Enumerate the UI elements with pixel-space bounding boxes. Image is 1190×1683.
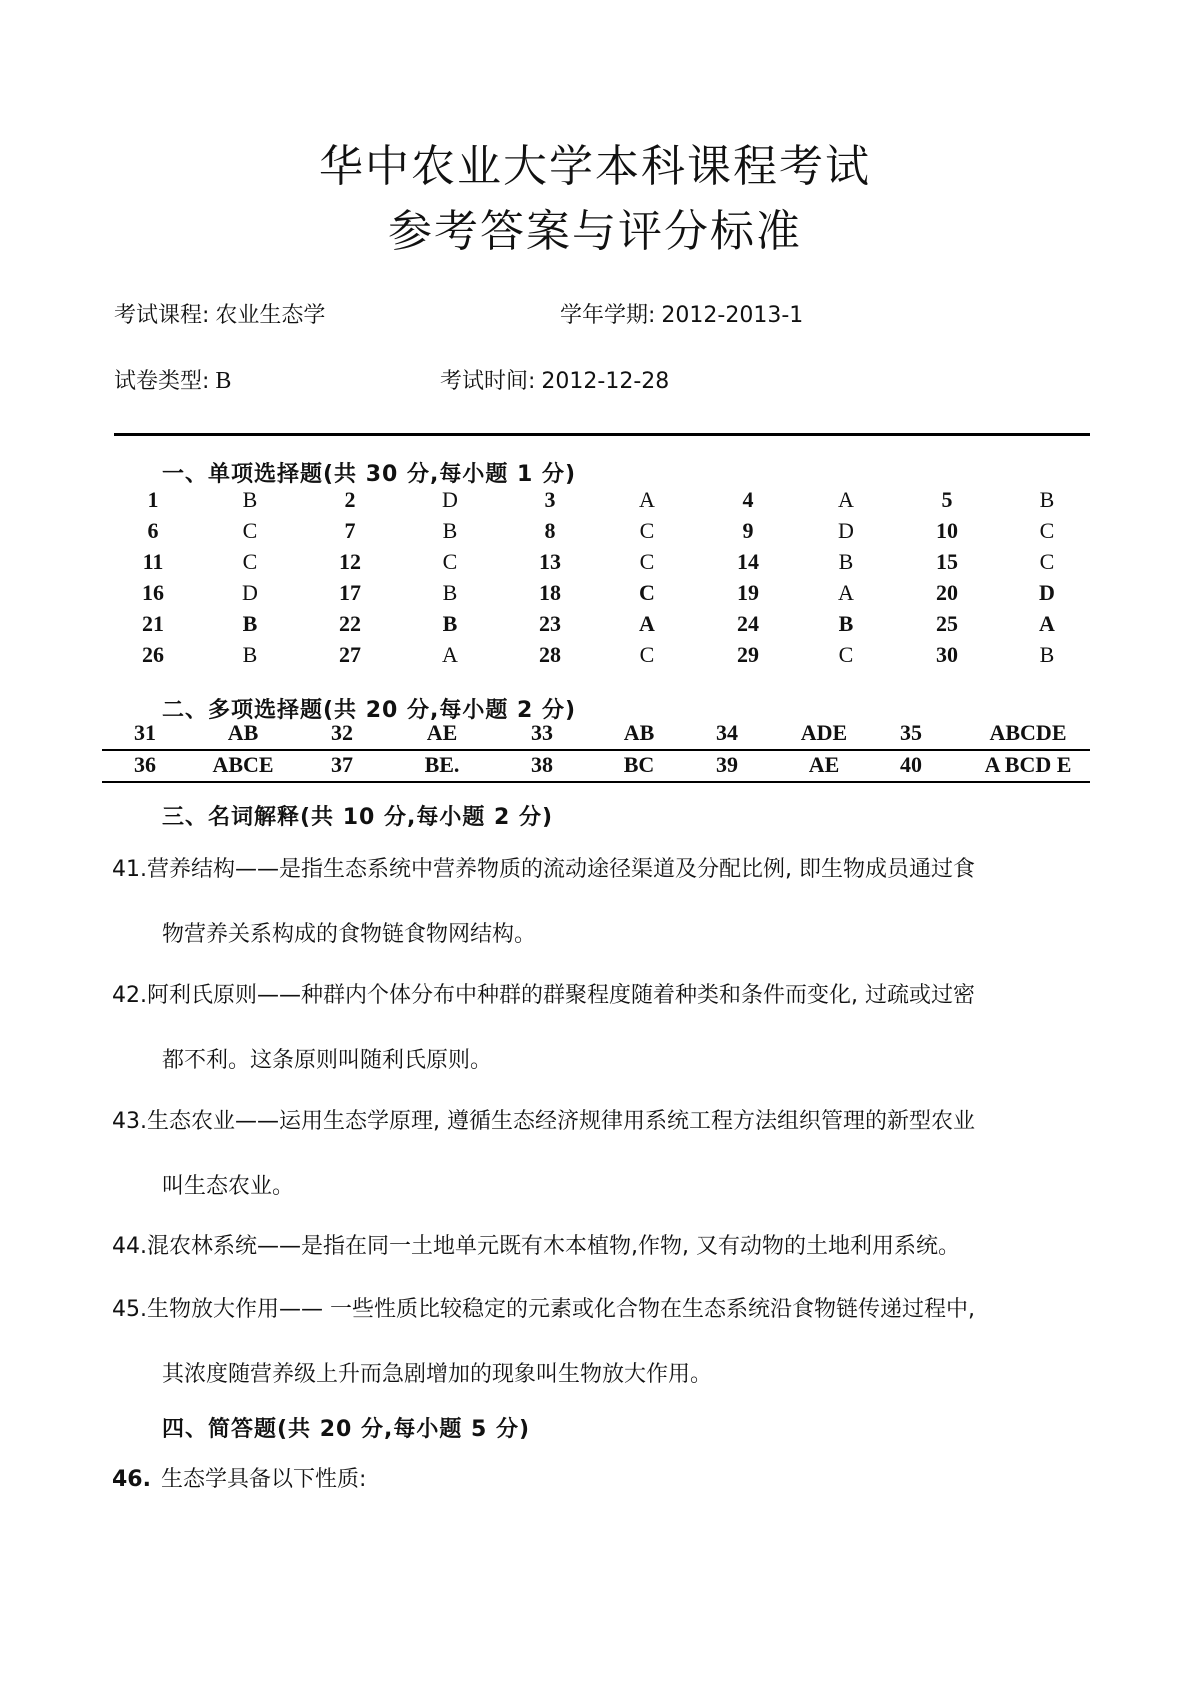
- answer-value: C: [242, 549, 258, 574]
- question-number: 32: [331, 720, 353, 745]
- answer-value: B: [838, 549, 854, 574]
- answer-value: B: [442, 611, 458, 636]
- answer-row: [0, 611, 1190, 642]
- definition-item: [112, 1292, 1092, 1388]
- header-divider: [114, 433, 1090, 436]
- term-label: 学年学期:: [560, 303, 656, 328]
- paper-type-value: B: [215, 368, 232, 394]
- answer-value: C: [639, 549, 655, 574]
- question-number: 37: [331, 752, 353, 777]
- definition-line: 其浓度随营养级上升而急剧增加的现象叫生物放大作用。: [162, 1362, 713, 1387]
- question-number: 23: [539, 611, 561, 636]
- answer-value: AB: [623, 720, 655, 745]
- definition-item: [112, 852, 1092, 948]
- question-number: 33: [531, 720, 553, 745]
- answer-value: D: [838, 518, 854, 543]
- course-label: 考试课程:: [114, 303, 210, 328]
- question-number: 10: [936, 518, 958, 543]
- question-number: 35: [900, 720, 922, 745]
- document-title-line1: 华中农业大学本科课程考试: [319, 141, 871, 192]
- question-number: 8: [544, 518, 556, 543]
- definition-line: 44.混农林系统——是指在同一土地单元既有木本植物,作物, 又有动物的土地利用系统。: [112, 1234, 960, 1259]
- question-number: 6: [147, 518, 159, 543]
- answer-row: [0, 549, 1190, 580]
- exam-time-info: [440, 364, 669, 395]
- question-number: 31: [134, 720, 156, 745]
- answer-row: [0, 580, 1190, 611]
- paper-type-label: 试卷类型:: [114, 369, 210, 394]
- question-number: 28: [539, 642, 561, 667]
- question-number: 27: [339, 642, 361, 667]
- question-number: 39: [716, 752, 738, 777]
- question-text: 生态学具备以下性质:: [160, 1467, 367, 1492]
- answer-value: B: [442, 518, 458, 543]
- definition-line: 都不利。这条原则叫随利氏原则。: [162, 1048, 493, 1073]
- definition-line: 45.生物放大作用—— 一些性质比较稳定的元素或化合物在生态系统沿食物链传递过程中,: [112, 1297, 975, 1322]
- question-number: 40: [900, 752, 922, 777]
- answer-value: A BCD E: [984, 752, 1072, 777]
- answer-value: A: [442, 642, 458, 667]
- section3-title: 三、名词解释(共 10 分,每小题 2 分): [162, 805, 554, 830]
- answer-value: ABCE: [212, 752, 274, 777]
- answer-value: C: [242, 518, 258, 543]
- answer-value: A: [639, 611, 655, 636]
- question-number: 19: [737, 580, 759, 605]
- section1-title: 一、单项选择题(共 30 分,每小题 1 分): [162, 462, 577, 487]
- answer-value: C: [442, 549, 458, 574]
- multi-choice-answer-table: [102, 717, 1090, 781]
- paper-type-info: [114, 364, 231, 395]
- answer-row: [0, 487, 1190, 518]
- answer-value: D: [442, 487, 458, 512]
- answer-value: C: [1039, 518, 1055, 543]
- answer-value: AE: [426, 720, 458, 745]
- definition-line: 叫生态农业。: [162, 1174, 295, 1199]
- question-number: 18: [539, 580, 561, 605]
- definition-line: 41.营养结构——是指生态系统中营养物质的流动途径渠道及分配比例, 即生物成员通过食: [112, 857, 975, 882]
- answer-value: C: [639, 518, 655, 543]
- question-number: 25: [936, 611, 958, 636]
- definition-item: [112, 978, 1092, 1074]
- answer-value: A: [1039, 611, 1055, 636]
- question-number: 17: [339, 580, 361, 605]
- answer-value: B: [242, 487, 258, 512]
- table-row: [102, 749, 1090, 781]
- question-number: 36: [134, 752, 156, 777]
- question-number: 34: [716, 720, 738, 745]
- question-number: 26: [142, 642, 164, 667]
- question-number: 30: [936, 642, 958, 667]
- term-value: 2012-2013-1: [661, 303, 804, 328]
- question-number: 4: [742, 487, 754, 512]
- course-value: 农业生态学: [215, 303, 326, 328]
- question-number: 9: [742, 518, 754, 543]
- question-number: 22: [339, 611, 361, 636]
- table-rule: [102, 781, 1090, 783]
- term-info: [560, 298, 803, 329]
- answer-value: B: [242, 642, 258, 667]
- exam-time-label: 考试时间:: [440, 369, 536, 394]
- answer-value: C: [1039, 549, 1055, 574]
- question-number: 46.: [112, 1467, 151, 1492]
- answer-value: B: [838, 611, 854, 636]
- answer-value: C: [639, 580, 655, 605]
- question-number: 15: [936, 549, 958, 574]
- answer-value: A: [639, 487, 655, 512]
- definition-line: 42.阿利氏原则——种群内个体分布中种群的群聚程度随着种类和条件而变化, 过疏或过密: [112, 983, 975, 1008]
- answer-value: B: [1039, 487, 1055, 512]
- answer-value: D: [242, 580, 258, 605]
- question-number: 7: [344, 518, 356, 543]
- question-number: 12: [339, 549, 361, 574]
- question-number: 21: [142, 611, 164, 636]
- question-number: 38: [531, 752, 553, 777]
- definition-line: 物营养关系构成的食物链食物网结构。: [162, 922, 537, 947]
- answer-value: A: [838, 580, 854, 605]
- question-46: [112, 1462, 366, 1493]
- course-info: [114, 298, 325, 329]
- answer-value: B: [242, 611, 258, 636]
- answer-value: BE.: [424, 752, 460, 777]
- definition-line: 43.生态农业——运用生态学原理, 遵循生态经济规律用系统工程方法组织管理的新型农业: [112, 1109, 975, 1134]
- answer-value: BC: [623, 752, 655, 777]
- answer-value: C: [838, 642, 854, 667]
- answer-value: C: [639, 642, 655, 667]
- question-number: 2: [344, 487, 356, 512]
- exam-time-value: 2012-12-28: [541, 369, 670, 394]
- question-number: 13: [539, 549, 561, 574]
- answer-value: ABCDE: [989, 720, 1067, 745]
- question-number: 14: [737, 549, 759, 574]
- definition-item: [112, 1104, 1092, 1200]
- question-number: 24: [737, 611, 759, 636]
- question-number: 16: [142, 580, 164, 605]
- question-number: 3: [544, 487, 556, 512]
- question-number: 29: [737, 642, 759, 667]
- answer-value: B: [1039, 642, 1055, 667]
- section2-title: 二、多项选择题(共 20 分,每小题 2 分): [162, 698, 577, 723]
- section4-title: 四、简答题(共 20 分,每小题 5 分): [162, 1417, 531, 1442]
- answer-value: B: [442, 580, 458, 605]
- table-row: [102, 717, 1090, 749]
- question-number: 20: [936, 580, 958, 605]
- answer-value: AB: [227, 720, 259, 745]
- document-title-line2: 参考答案与评分标准: [388, 206, 802, 257]
- answer-value: A: [838, 487, 854, 512]
- question-number: 5: [941, 487, 953, 512]
- answer-value: D: [1039, 580, 1055, 605]
- question-number: 1: [147, 487, 159, 512]
- answer-row: [0, 518, 1190, 549]
- answer-value: ADE: [800, 720, 848, 745]
- definition-item: [112, 1229, 1092, 1260]
- question-number: 11: [142, 549, 164, 574]
- answer-value: AE: [808, 752, 840, 777]
- answer-row: [0, 642, 1190, 673]
